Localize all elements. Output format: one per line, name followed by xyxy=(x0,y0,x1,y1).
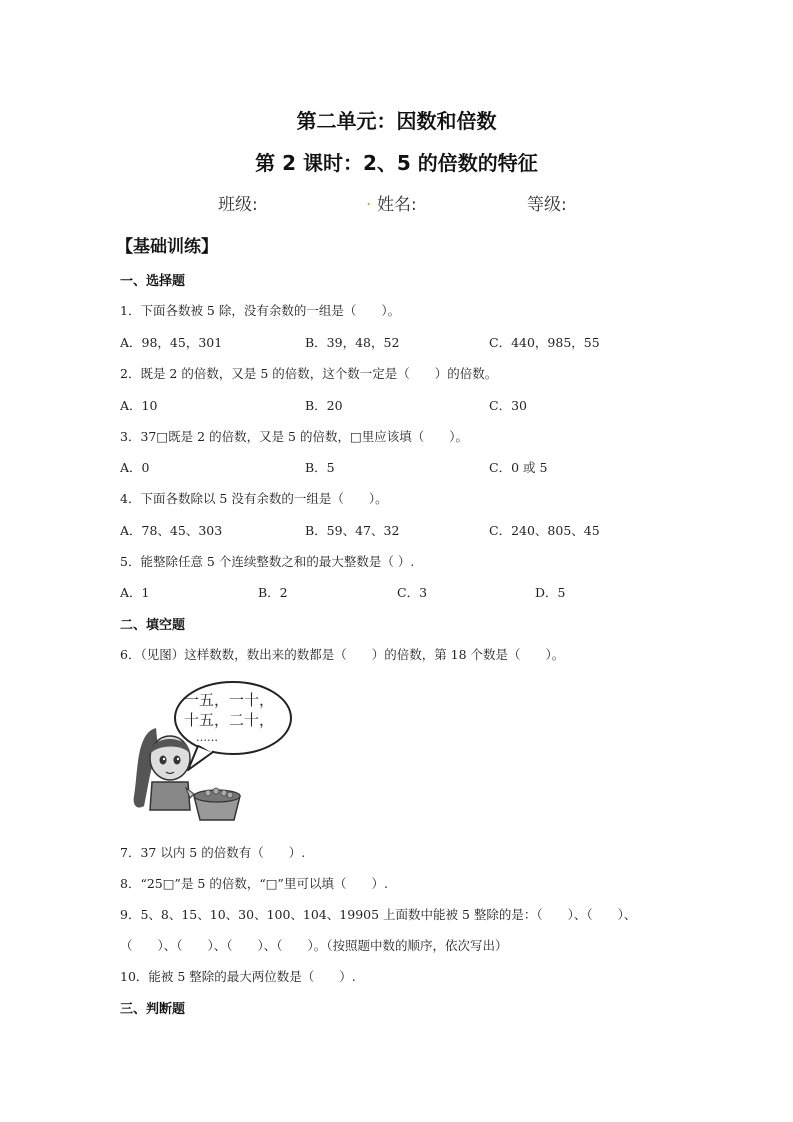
q3-option-c: C．0 或 5 xyxy=(489,460,548,475)
decorative-dot: . xyxy=(366,190,372,210)
question-9-line-2: （ ）、（ ）、（ ）、（ ）。（按照题中数的顺序，依次写出） xyxy=(120,938,508,953)
name-label: 姓名: xyxy=(377,195,417,215)
class-label: 班级: xyxy=(218,195,258,215)
section-fill-heading: 二、填空题 xyxy=(120,618,186,633)
q3-option-b: B．5 xyxy=(305,460,335,475)
question-2: 2．既是 2 的倍数，又是 5 的倍数，这个数一定是（ ）的倍数。 xyxy=(120,366,498,381)
lesson-title: 第 2 课时：2、5 的倍数的特征 xyxy=(255,151,538,175)
question-5: 5．能整除任意 5 个连续整数之和的最大整数是（ ）. xyxy=(120,554,415,569)
section-judge-heading: 三、判断题 xyxy=(120,1002,186,1017)
grade-label: 等级: xyxy=(527,195,567,215)
section-choice-heading: 一、选择题 xyxy=(120,274,186,289)
q5-option-b: B．2 xyxy=(258,585,288,600)
q2-option-a: A．10 xyxy=(120,398,158,413)
question-1: 1．下面各数被 5 除，没有余数的一组是（ ）。 xyxy=(120,303,401,318)
question-10: 10．能被 5 整除的最大两位数是（ ）. xyxy=(120,969,356,984)
question-7: 7．37 以内 5 的倍数有（ ）. xyxy=(120,845,306,860)
q3-option-a: A．0 xyxy=(120,460,150,475)
main-section-heading: 【基础训练】 xyxy=(116,237,218,257)
q1-option-a: A．98，45，301 xyxy=(120,335,223,350)
question-4: 4．下面各数除以 5 没有余数的一组是（ ）。 xyxy=(120,491,388,506)
question-6: 6．（见图）这样数数，数出来的数都是（ ）的倍数，第 18 个数是（ ）。 xyxy=(120,647,565,662)
q5-option-a: A．1 xyxy=(120,585,150,600)
q1-option-b: B．39，48，52 xyxy=(305,335,400,350)
question-3: 3．37□既是 2 的倍数，又是 5 的倍数，□里应该填（ ）。 xyxy=(120,429,469,444)
q2-option-c: C．30 xyxy=(489,398,527,413)
q2-option-b: B．20 xyxy=(305,398,343,413)
unit-title: 第二单元：因数和倍数 xyxy=(296,109,497,133)
bubble-line-1: 一五，一十， xyxy=(184,691,275,709)
bubble-line-2: 十五，二十， xyxy=(184,711,275,729)
q1-option-c: C．440，985，55 xyxy=(489,335,600,350)
q5-option-d: D．5 xyxy=(535,585,566,600)
question-9-line-1: 9．5、8、15、10、30、100、104、19905 上面数中能被 5 整除的是：（ ）、（ ）、 xyxy=(120,907,637,922)
q5-option-c: C．3 xyxy=(397,585,428,600)
q4-option-c: C．240、805、45 xyxy=(489,523,600,538)
q4-option-b: B．59、47、32 xyxy=(305,523,400,538)
question-8: 8．“25□”是 5 的倍数，“□”里可以填（ ）. xyxy=(120,876,388,891)
illustration-girl-counting xyxy=(128,678,298,823)
q4-option-a: A．78、45、303 xyxy=(120,523,223,538)
bubble-line-3: …… xyxy=(196,731,218,744)
